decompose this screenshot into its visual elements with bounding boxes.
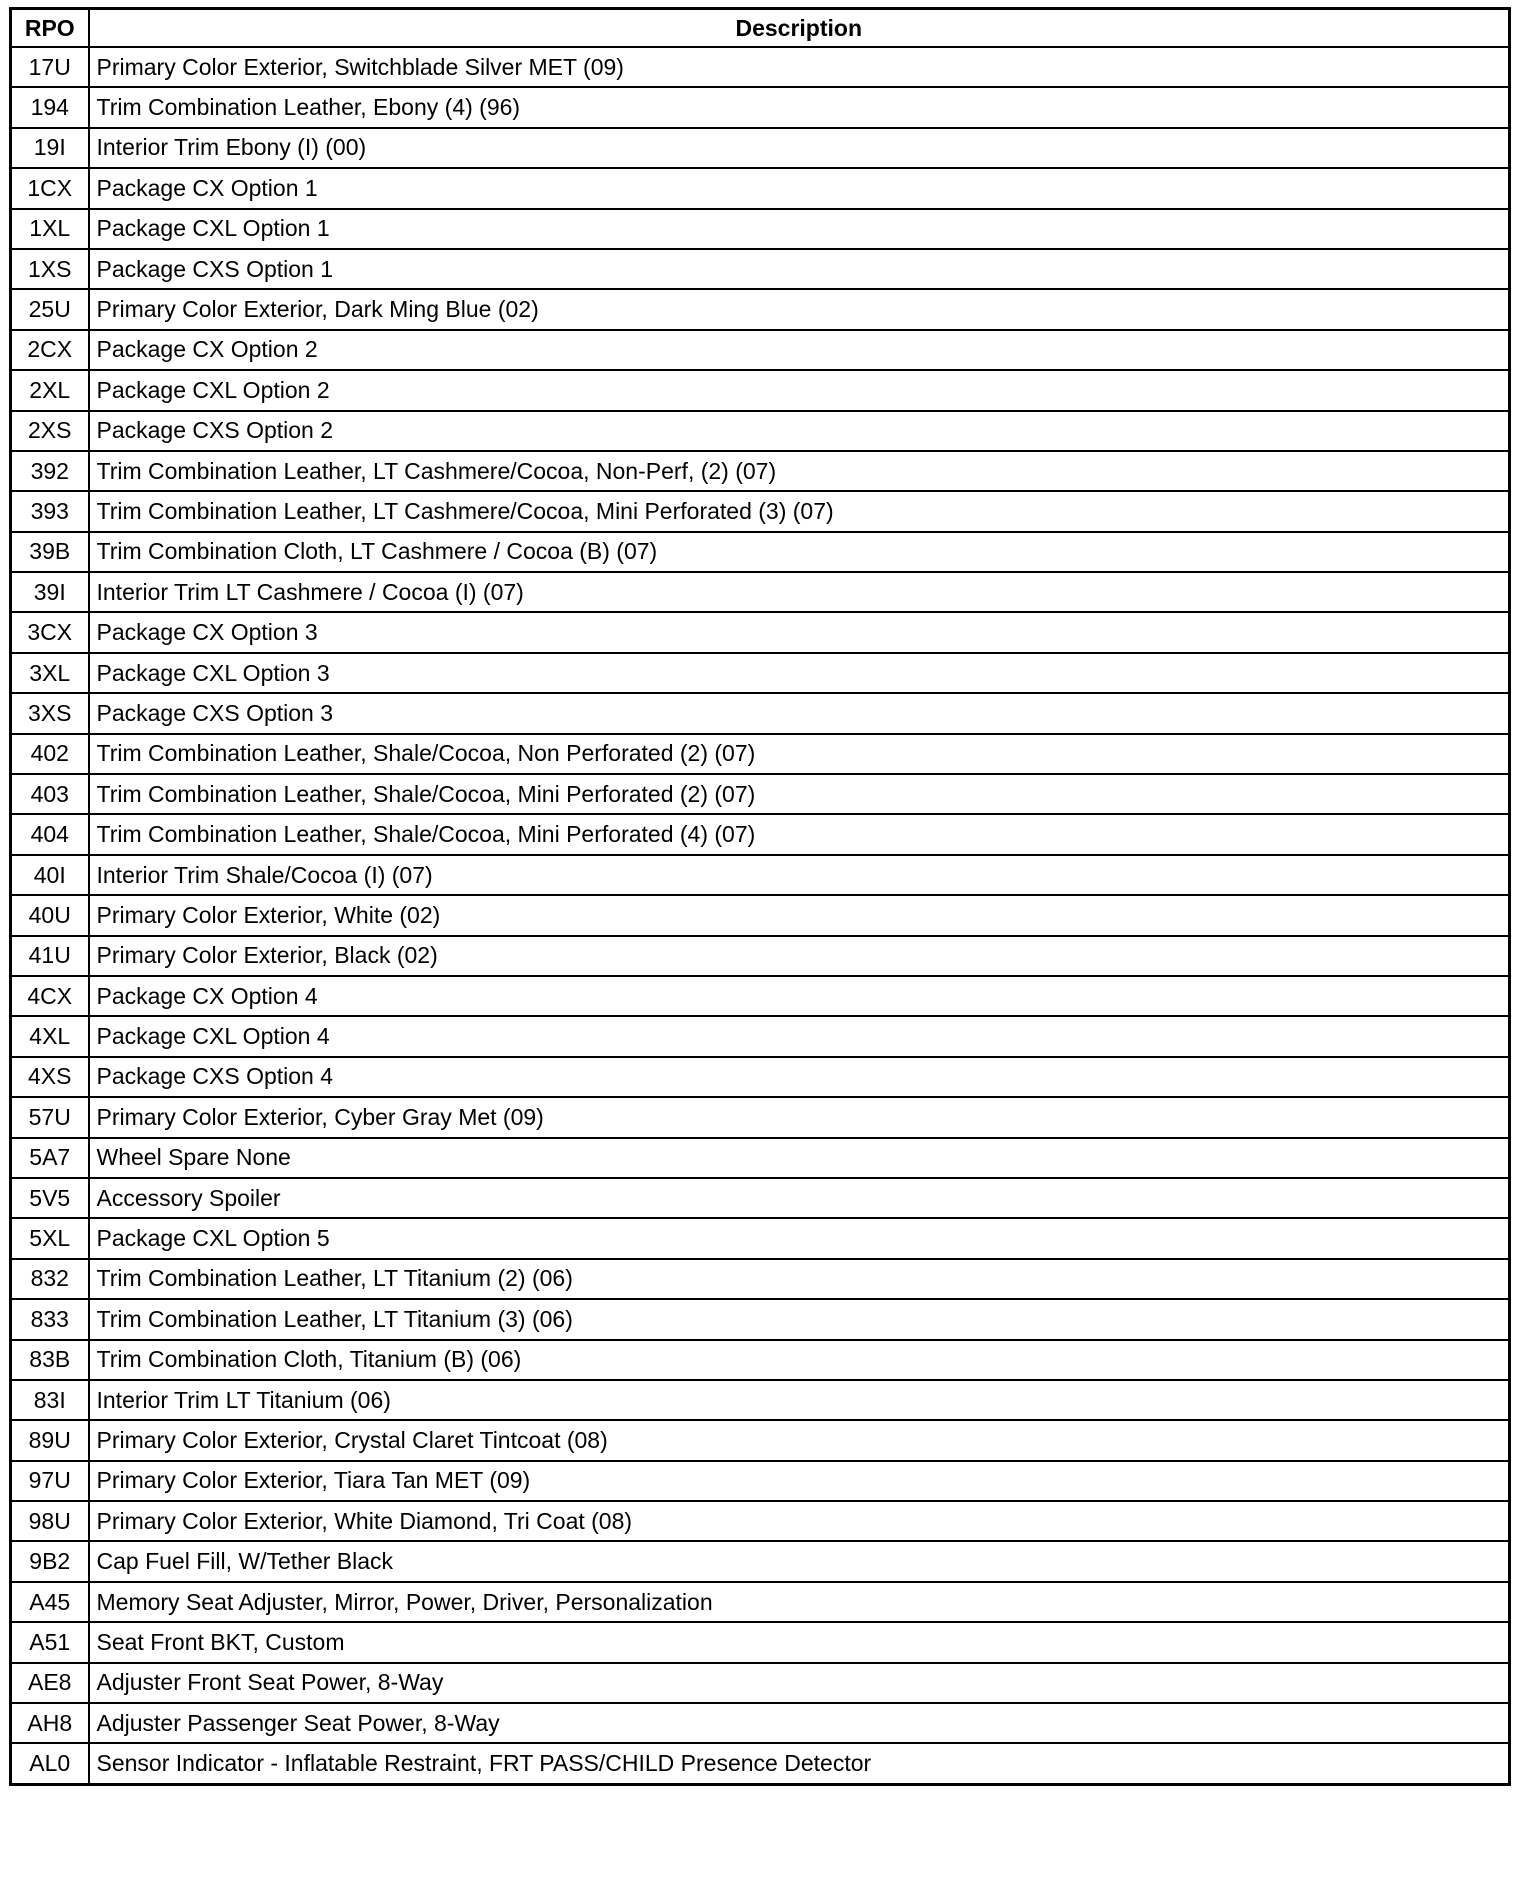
table-row (11, 1340, 1510, 1380)
rpo-code-cell: A51 (11, 1622, 89, 1662)
table-row (11, 653, 1510, 693)
table-row (11, 330, 1510, 370)
rpo-code-cell: 393 (11, 491, 89, 531)
rpo-code-cell: 404 (11, 814, 89, 854)
description-cell: Package CX Option 3 (89, 612, 1510, 652)
rpo-code-cell: 89U (11, 1420, 89, 1460)
table-row (11, 168, 1510, 208)
rpo-code-cell: 833 (11, 1299, 89, 1339)
rpo-code-cell: 17U (11, 47, 89, 87)
table-row (11, 87, 1510, 127)
description-cell: Primary Color Exterior, Cyber Gray Met (09) (89, 1097, 1510, 1137)
rpo-code-cell: 5V5 (11, 1178, 89, 1218)
table-row (11, 1057, 1510, 1097)
description-cell: Trim Combination Leather, LT Cashmere/Cocoa, Non-Perf, (2) (07) (89, 451, 1510, 491)
table-row (11, 1541, 1510, 1581)
description-cell: Accessory Spoiler (89, 1178, 1510, 1218)
rpo-code-cell: 1XL (11, 209, 89, 249)
description-cell: Trim Combination Cloth, Titanium (B) (06) (89, 1340, 1510, 1380)
table-row (11, 1380, 1510, 1420)
table-row (11, 895, 1510, 935)
description-cell: Adjuster Front Seat Power, 8-Way (89, 1663, 1510, 1703)
table-row (11, 370, 1510, 410)
table-row (11, 128, 1510, 168)
description-cell: Trim Combination Leather, Shale/Cocoa, Non Perforated (2) (07) (89, 734, 1510, 774)
rpo-code-cell: 25U (11, 289, 89, 329)
description-cell: Package CXL Option 4 (89, 1016, 1510, 1056)
rpo-code-cell: 3XS (11, 693, 89, 733)
rpo-table (9, 7, 1511, 1786)
table-row (11, 936, 1510, 976)
description-cell: Package CX Option 4 (89, 976, 1510, 1016)
rpo-code-cell: AL0 (11, 1743, 89, 1784)
table-row (11, 411, 1510, 451)
description-cell: Trim Combination Leather, LT Titanium (2) (06) (89, 1259, 1510, 1299)
rpo-code-cell: 40I (11, 855, 89, 895)
description-cell: Trim Combination Leather, LT Titanium (3) (06) (89, 1299, 1510, 1339)
description-cell: Trim Combination Leather, Shale/Cocoa, Mini Perforated (2) (07) (89, 774, 1510, 814)
rpo-code-cell: 2XS (11, 411, 89, 451)
table-row (11, 1218, 1510, 1258)
table-row (11, 814, 1510, 854)
header-row (11, 9, 1510, 48)
table-row (11, 1016, 1510, 1056)
description-cell: Primary Color Exterior, Black (02) (89, 936, 1510, 976)
rpo-code-cell: 4XL (11, 1016, 89, 1056)
rpo-code-cell: 39B (11, 532, 89, 572)
rpo-code-cell: 1CX (11, 168, 89, 208)
description-cell: Interior Trim LT Cashmere / Cocoa (I) (07) (89, 572, 1510, 612)
description-cell: Primary Color Exterior, White Diamond, Tri Coat (08) (89, 1501, 1510, 1541)
rpo-code-cell: AE8 (11, 1663, 89, 1703)
rpo-code-cell: 4XS (11, 1057, 89, 1097)
description-cell: Package CXL Option 5 (89, 1218, 1510, 1258)
table-row (11, 1138, 1510, 1178)
rpo-code-cell: 5XL (11, 1218, 89, 1258)
rpo-code-cell: AH8 (11, 1703, 89, 1743)
table-row (11, 1663, 1510, 1703)
table-row (11, 734, 1510, 774)
description-cell: Interior Trim LT Titanium (06) (89, 1380, 1510, 1420)
table-row (11, 1420, 1510, 1460)
description-cell: Trim Combination Cloth, LT Cashmere / Cocoa (B) (07) (89, 532, 1510, 572)
rpo-code-cell: A45 (11, 1582, 89, 1622)
table-row (11, 1501, 1510, 1541)
table-row (11, 572, 1510, 612)
table-row (11, 1461, 1510, 1501)
rpo-code-cell: 9B2 (11, 1541, 89, 1581)
rpo-code-cell: 832 (11, 1259, 89, 1299)
rpo-code-cell: 5A7 (11, 1138, 89, 1178)
table-row (11, 209, 1510, 249)
rpo-code-cell: 98U (11, 1501, 89, 1541)
table-row (11, 47, 1510, 87)
table-row (11, 855, 1510, 895)
description-cell: Primary Color Exterior, Crystal Claret Tintcoat (08) (89, 1420, 1510, 1460)
rpo-code-sheet (9, 7, 1511, 1786)
table-row (11, 976, 1510, 1016)
rpo-code-cell: 403 (11, 774, 89, 814)
description-cell: Interior Trim Ebony (I) (00) (89, 128, 1510, 168)
rpo-code-cell: 39I (11, 572, 89, 612)
table-row (11, 1178, 1510, 1218)
description-cell: Trim Combination Leather, LT Cashmere/Cocoa, Mini Perforated (3) (07) (89, 491, 1510, 531)
description-cell: Package CXS Option 4 (89, 1057, 1510, 1097)
description-cell: Memory Seat Adjuster, Mirror, Power, Driver, Personalization (89, 1582, 1510, 1622)
table-row (11, 693, 1510, 733)
rpo-code-cell: 1XS (11, 249, 89, 289)
description-cell: Seat Front BKT, Custom (89, 1622, 1510, 1662)
table-row (11, 774, 1510, 814)
description-cell: Trim Combination Leather, Ebony (4) (96) (89, 87, 1510, 127)
rpo-code-cell: 194 (11, 87, 89, 127)
rpo-code-cell: 97U (11, 1461, 89, 1501)
table-row (11, 1703, 1510, 1743)
table-row (11, 249, 1510, 289)
description-cell: Primary Color Exterior, White (02) (89, 895, 1510, 935)
description-cell: Primary Color Exterior, Switchblade Silver MET (09) (89, 47, 1510, 87)
table-body (11, 47, 1510, 1784)
table-row (11, 532, 1510, 572)
table-row (11, 491, 1510, 531)
rpo-code-cell: 3XL (11, 653, 89, 693)
rpo-code-cell: 40U (11, 895, 89, 935)
description-cell: Package CXS Option 1 (89, 249, 1510, 289)
description-cell: Primary Color Exterior, Tiara Tan MET (09) (89, 1461, 1510, 1501)
rpo-code-cell: 3CX (11, 612, 89, 652)
description-cell: Wheel Spare None (89, 1138, 1510, 1178)
description-cell: Package CXS Option 2 (89, 411, 1510, 451)
rpo-code-cell: 2CX (11, 330, 89, 370)
rpo-column-header: RPO (11, 9, 89, 48)
table-row (11, 451, 1510, 491)
rpo-code-cell: 57U (11, 1097, 89, 1137)
description-cell: Package CXS Option 3 (89, 693, 1510, 733)
rpo-code-cell: 2XL (11, 370, 89, 410)
rpo-code-cell: 83I (11, 1380, 89, 1420)
table-row (11, 1743, 1510, 1784)
description-cell: Trim Combination Leather, Shale/Cocoa, Mini Perforated (4) (07) (89, 814, 1510, 854)
description-column-header: Description (89, 9, 1510, 48)
table-row (11, 612, 1510, 652)
description-cell: Package CX Option 2 (89, 330, 1510, 370)
rpo-code-cell: 19I (11, 128, 89, 168)
table-row (11, 1622, 1510, 1662)
description-cell: Cap Fuel Fill, W/Tether Black (89, 1541, 1510, 1581)
table-row (11, 1299, 1510, 1339)
table-row (11, 1582, 1510, 1622)
rpo-code-cell: 392 (11, 451, 89, 491)
description-cell: Package CX Option 1 (89, 168, 1510, 208)
description-cell: Package CXL Option 3 (89, 653, 1510, 693)
table-row (11, 1259, 1510, 1299)
description-cell: Adjuster Passenger Seat Power, 8-Way (89, 1703, 1510, 1743)
rpo-code-cell: 41U (11, 936, 89, 976)
rpo-code-cell: 83B (11, 1340, 89, 1380)
rpo-code-cell: 402 (11, 734, 89, 774)
table-row (11, 289, 1510, 329)
description-cell: Primary Color Exterior, Dark Ming Blue (02) (89, 289, 1510, 329)
description-cell: Package CXL Option 2 (89, 370, 1510, 410)
table-row (11, 1097, 1510, 1137)
table-header (11, 9, 1510, 48)
description-cell: Package CXL Option 1 (89, 209, 1510, 249)
rpo-code-cell: 4CX (11, 976, 89, 1016)
description-cell: Sensor Indicator - Inflatable Restraint, FRT PASS/CHILD Presence Detector (89, 1743, 1510, 1784)
description-cell: Interior Trim Shale/Cocoa (I) (07) (89, 855, 1510, 895)
